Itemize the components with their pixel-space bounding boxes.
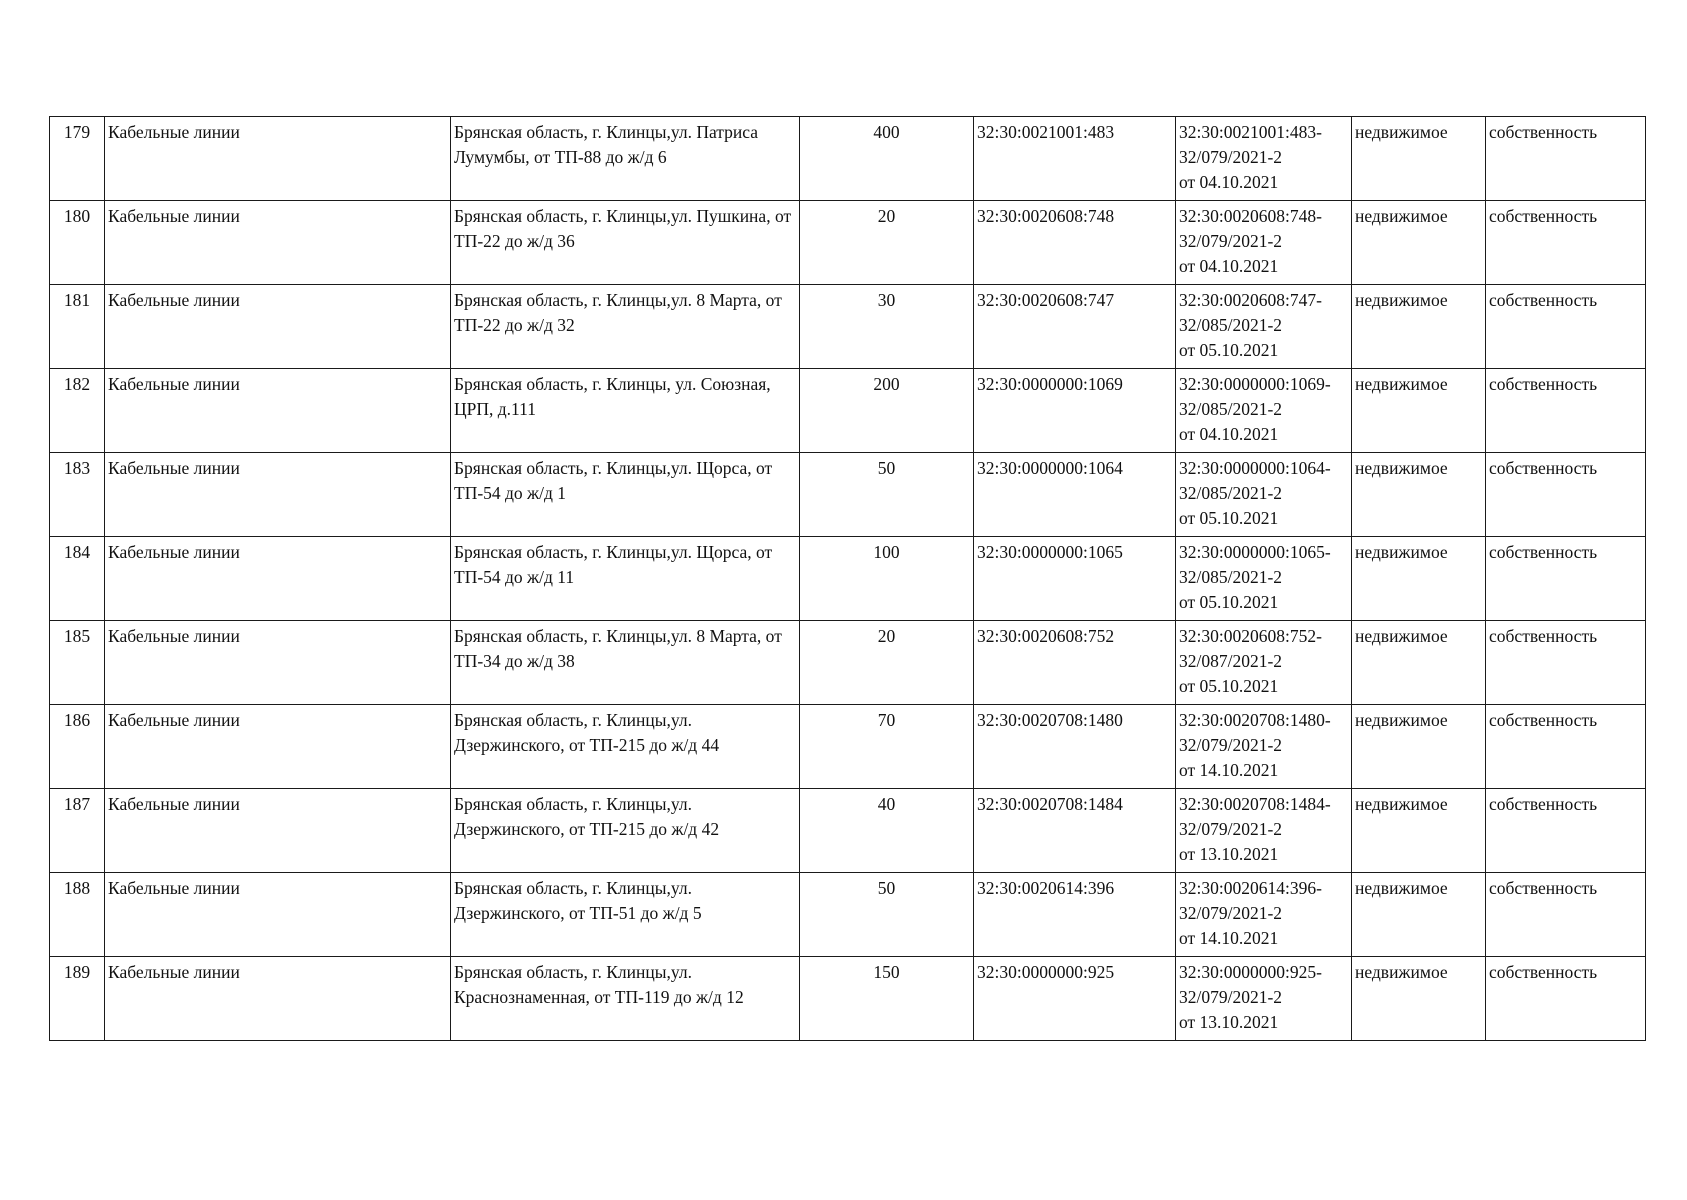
property-type-cell: недвижимое	[1352, 705, 1486, 789]
length-value-cell: 20	[800, 201, 974, 285]
registration-record-cell	[1176, 285, 1352, 369]
registration-code: 32/079/2021-2	[1179, 147, 1283, 167]
row-number-cell: 183	[50, 453, 105, 537]
registration-number: 32:30:0020708:1484-	[1179, 794, 1331, 814]
property-type-cell: недвижимое	[1352, 453, 1486, 537]
address-cell: Брянская область, г. Клинцы,ул. 8 Марта, от ТП-22 до ж/д 32	[451, 285, 800, 369]
table-row	[50, 201, 1646, 285]
registration-record-cell	[1176, 453, 1352, 537]
cadastral-number-cell: 32:30:0020708:1484	[974, 789, 1176, 873]
registration-number: 32:30:0020608:752-	[1179, 626, 1322, 646]
address-cell: Брянская область, г. Клинцы,ул. Дзержинского, от ТП-51 до ж/д 5	[451, 873, 800, 957]
registration-code: 32/085/2021-2	[1179, 567, 1283, 587]
length-value-cell: 30	[800, 285, 974, 369]
registration-number: 32:30:0020608:748-	[1179, 206, 1322, 226]
row-number-cell: 179	[50, 117, 105, 201]
registration-record-cell	[1176, 873, 1352, 957]
ownership-right-cell: собственность	[1486, 537, 1646, 621]
row-number-cell: 184	[50, 537, 105, 621]
property-type-cell: недвижимое	[1352, 117, 1486, 201]
length-value-cell: 100	[800, 537, 974, 621]
object-name-cell: Кабельные линии	[105, 705, 451, 789]
length-value-cell: 200	[800, 369, 974, 453]
address-cell: Брянская область, г. Клинцы,ул. Дзержинского, от ТП-215 до ж/д 44	[451, 705, 800, 789]
address-cell: Брянская область, г. Клинцы, ул. Союзная, ЦРП, д.111	[451, 369, 800, 453]
cadastral-number-cell: 32:30:0020608:752	[974, 621, 1176, 705]
registration-code: 32/079/2021-2	[1179, 735, 1283, 755]
length-value-cell: 70	[800, 705, 974, 789]
address-cell: Брянская область, г. Клинцы,ул. Пушкина, от ТП-22 до ж/д 36	[451, 201, 800, 285]
registration-number: 32:30:0020614:396-	[1179, 878, 1322, 898]
length-value-cell: 50	[800, 873, 974, 957]
address-cell: Брянская область, г. Клинцы,ул. 8 Марта, от ТП-34 до ж/д 38	[451, 621, 800, 705]
property-type-cell: недвижимое	[1352, 621, 1486, 705]
property-type-cell: недвижимое	[1352, 957, 1486, 1041]
registration-record-cell	[1176, 705, 1352, 789]
table-row	[50, 789, 1646, 873]
table-row	[50, 285, 1646, 369]
address-cell: Брянская область, г. Клинцы,ул. Щорса, от ТП-54 до ж/д 1	[451, 453, 800, 537]
registration-code: 32/079/2021-2	[1179, 231, 1283, 251]
object-name-cell: Кабельные линии	[105, 537, 451, 621]
cadastral-number-cell: 32:30:0000000:925	[974, 957, 1176, 1041]
row-number-cell: 182	[50, 369, 105, 453]
registration-number: 32:30:0021001:483-	[1179, 122, 1322, 142]
ownership-right-cell: собственность	[1486, 285, 1646, 369]
row-number-cell: 187	[50, 789, 105, 873]
cadastral-number-cell: 32:30:0000000:1065	[974, 537, 1176, 621]
table-row	[50, 957, 1646, 1041]
registration-number: 32:30:0000000:1064-	[1179, 458, 1331, 478]
table-row	[50, 117, 1646, 201]
object-name-cell: Кабельные линии	[105, 957, 451, 1041]
cadastral-number-cell: 32:30:0020608:748	[974, 201, 1176, 285]
cadastral-number-cell: 32:30:0021001:483	[974, 117, 1176, 201]
address-cell: Брянская область, г. Клинцы,ул. Патриса Лумумбы, от ТП-88 до ж/д 6	[451, 117, 800, 201]
registration-record-cell	[1176, 957, 1352, 1041]
registration-date: от 14.10.2021	[1179, 760, 1279, 780]
object-name-cell: Кабельные линии	[105, 285, 451, 369]
property-registry-table	[49, 116, 1646, 1041]
table-row	[50, 873, 1646, 957]
row-number-cell: 185	[50, 621, 105, 705]
property-type-cell: недвижимое	[1352, 789, 1486, 873]
table-row	[50, 621, 1646, 705]
object-name-cell: Кабельные линии	[105, 789, 451, 873]
registration-date: от 04.10.2021	[1179, 424, 1279, 444]
table-row	[50, 705, 1646, 789]
cadastral-number-cell: 32:30:0020608:747	[974, 285, 1176, 369]
ownership-right-cell: собственность	[1486, 369, 1646, 453]
registration-date: от 04.10.2021	[1179, 256, 1279, 276]
property-type-cell: недвижимое	[1352, 285, 1486, 369]
ownership-right-cell: собственность	[1486, 453, 1646, 537]
registration-code: 32/085/2021-2	[1179, 399, 1283, 419]
row-number-cell: 186	[50, 705, 105, 789]
registration-record-cell	[1176, 117, 1352, 201]
registration-code: 32/079/2021-2	[1179, 819, 1283, 839]
cadastral-number-cell: 32:30:0000000:1069	[974, 369, 1176, 453]
address-cell: Брянская область, г. Клинцы,ул. Щорса, от ТП-54 до ж/д 11	[451, 537, 800, 621]
object-name-cell: Кабельные линии	[105, 453, 451, 537]
cadastral-number-cell: 32:30:0020708:1480	[974, 705, 1176, 789]
ownership-right-cell: собственность	[1486, 873, 1646, 957]
length-value-cell: 150	[800, 957, 974, 1041]
property-type-cell: недвижимое	[1352, 873, 1486, 957]
registration-record-cell	[1176, 621, 1352, 705]
property-type-cell: недвижимое	[1352, 201, 1486, 285]
table-row	[50, 453, 1646, 537]
object-name-cell: Кабельные линии	[105, 117, 451, 201]
registration-date: от 04.10.2021	[1179, 172, 1279, 192]
address-cell: Брянская область, г. Клинцы,ул. Краснознаменная, от ТП-119 до ж/д 12	[451, 957, 800, 1041]
registration-code: 32/085/2021-2	[1179, 483, 1283, 503]
registration-date: от 05.10.2021	[1179, 340, 1279, 360]
row-number-cell: 180	[50, 201, 105, 285]
registration-number: 32:30:0020708:1480-	[1179, 710, 1331, 730]
registration-record-cell	[1176, 369, 1352, 453]
cadastral-number-cell: 32:30:0000000:1064	[974, 453, 1176, 537]
ownership-right-cell: собственность	[1486, 621, 1646, 705]
ownership-right-cell: собственность	[1486, 201, 1646, 285]
ownership-right-cell: собственность	[1486, 705, 1646, 789]
length-value-cell: 40	[800, 789, 974, 873]
registration-number: 32:30:0000000:1065-	[1179, 542, 1331, 562]
address-cell: Брянская область, г. Клинцы,ул. Дзержинского, от ТП-215 до ж/д 42	[451, 789, 800, 873]
registration-date: от 05.10.2021	[1179, 676, 1279, 696]
registration-number: 32:30:0000000:925-	[1179, 962, 1322, 982]
registration-date: от 13.10.2021	[1179, 844, 1279, 864]
table-row	[50, 537, 1646, 621]
registration-number: 32:30:0000000:1069-	[1179, 374, 1331, 394]
row-number-cell: 181	[50, 285, 105, 369]
registration-number: 32:30:0020608:747-	[1179, 290, 1322, 310]
ownership-right-cell: собственность	[1486, 957, 1646, 1041]
object-name-cell: Кабельные линии	[105, 873, 451, 957]
row-number-cell: 188	[50, 873, 105, 957]
registration-date: от 14.10.2021	[1179, 928, 1279, 948]
ownership-right-cell: собственность	[1486, 117, 1646, 201]
property-type-cell: недвижимое	[1352, 369, 1486, 453]
ownership-right-cell: собственность	[1486, 789, 1646, 873]
cadastral-number-cell: 32:30:0020614:396	[974, 873, 1176, 957]
table-body	[50, 117, 1646, 1041]
registration-record-cell	[1176, 789, 1352, 873]
registration-date: от 05.10.2021	[1179, 592, 1279, 612]
registration-code: 32/079/2021-2	[1179, 903, 1283, 923]
object-name-cell: Кабельные линии	[105, 621, 451, 705]
property-type-cell: недвижимое	[1352, 537, 1486, 621]
registration-record-cell	[1176, 537, 1352, 621]
length-value-cell: 400	[800, 117, 974, 201]
object-name-cell: Кабельные линии	[105, 369, 451, 453]
length-value-cell: 50	[800, 453, 974, 537]
registration-date: от 13.10.2021	[1179, 1012, 1279, 1032]
registration-code: 32/085/2021-2	[1179, 315, 1283, 335]
registration-code: 32/087/2021-2	[1179, 651, 1283, 671]
object-name-cell: Кабельные линии	[105, 201, 451, 285]
table-row	[50, 369, 1646, 453]
registration-code: 32/079/2021-2	[1179, 987, 1283, 1007]
registration-date: от 05.10.2021	[1179, 508, 1279, 528]
row-number-cell: 189	[50, 957, 105, 1041]
registration-record-cell	[1176, 201, 1352, 285]
length-value-cell: 20	[800, 621, 974, 705]
